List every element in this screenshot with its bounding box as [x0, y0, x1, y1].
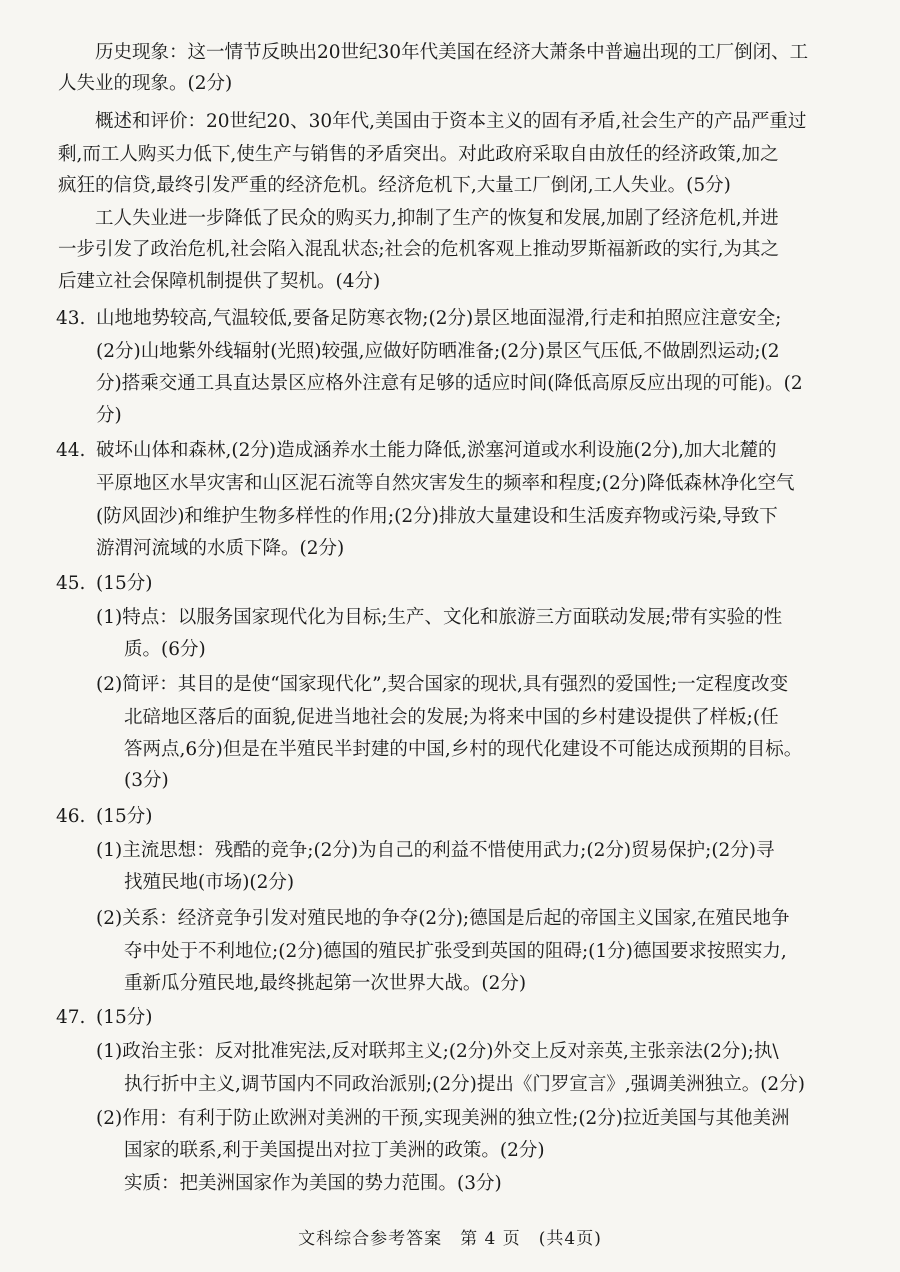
- q44-line-4: 游渭河流域的水质下降。(2分): [96, 538, 345, 559]
- history-line-1: 历史现象：这一情节反映出20世纪30年代美国在经济大萧条中普遍出现的工厂倒闭、工: [95, 42, 809, 63]
- q44-number: 44.: [56, 440, 86, 461]
- q47-essence: 实质：把美洲国家作为美国的势力范围。(3分): [124, 1173, 502, 1194]
- q45-part2-line-1: (2)简评：其目的是使“国家现代化”,契合国家的现状,具有强烈的爱国性;一定程度改变: [96, 674, 789, 695]
- unemployment-line-3: 后建立社会保障机制提供了契机。(4分): [58, 271, 381, 292]
- q43-line-2: (2分)山地紫外线辐射(光照)较强,应做好防晒准备;(2分)景区气压低,不做剧烈运动;(2: [96, 341, 780, 362]
- q45-number: 45.: [56, 573, 86, 594]
- q44-line-2: 平原地区水旱灾害和山区泥石流等自然灾害发生的频率和程度;(2分)降低森林净化空气: [96, 473, 795, 494]
- q46-part1-line-2: 找殖民地(市场)(2分): [124, 872, 295, 893]
- page-footer: 文科综合参考答案 第 4 页 (共4页): [298, 1229, 602, 1249]
- summary-line-1: 概述和评价：20世纪20、30年代,美国由于资本主义的固有矛盾,社会生产的产品严重过: [95, 111, 807, 132]
- q46-score: (15分): [96, 806, 153, 827]
- unemployment-line-1: 工人失业进一步降低了民众的购买力,抑制了生产的恢复和发展,加剧了经济危机,并进: [95, 208, 779, 229]
- q43-line-4: 分): [96, 405, 122, 426]
- q47-part2-line-2: 国家的联系,利于美国提出对拉丁美洲的政策。(2分): [124, 1140, 545, 1161]
- q47-number: 47.: [56, 1007, 86, 1028]
- q44-line-1: 破坏山体和森林,(2分)造成涵养水土能力降低,淤塞河道或水利设施(2分),加大北麓的: [96, 440, 777, 461]
- q44-line-3: (防风固沙)和维护生物多样性的作用;(2分)排放大量建设和生活废弃物或污染,导致下: [96, 506, 778, 527]
- q45-part2-line-3: 答两点,6分)但是在半殖民半封建的中国,乡村的现代化建设不可能达成预期的目标。: [124, 739, 803, 760]
- history-line-2: 人失业的现象。(2分): [58, 73, 233, 94]
- q46-part2-line-2: 夺中处于不利地位;(2分)德国的殖民扩张受到英国的阻碍;(1分)德国要求按照实力,: [124, 941, 787, 962]
- unemployment-line-2: 一步引发了政治危机,社会陷入混乱状态;社会的危机客观上推动罗斯福新政的实行,为其之: [58, 239, 779, 260]
- summary-line-2: 剩,而工人购买力低下,使生产与销售的矛盾突出。对此政府采取自由放任的经济政策,加之: [58, 144, 779, 165]
- q45-part2-line-4: (3分): [124, 770, 169, 791]
- q46-number: 46.: [56, 806, 86, 827]
- summary-line-3: 疯狂的信贷,最终引发严重的经济危机。经济危机下,大量工厂倒闭,工人失业。(5分): [58, 175, 731, 196]
- q46-part2-line-3: 重新瓜分殖民地,最终挑起第一次世界大战。(2分): [124, 973, 527, 994]
- q45-score: (15分): [96, 573, 153, 594]
- q47-part1-line-2: 执行折中主义,调节国内不同政治派别;(2分)提出《门罗宣言》,强调美洲独立。(2分): [124, 1074, 805, 1095]
- q45-part2-line-2: 北碚地区落后的面貌,促进当地社会的发展;为将来中国的乡村建设提供了样板;(任: [124, 707, 779, 728]
- q47-score: (15分): [96, 1007, 153, 1028]
- q43-number: 43.: [56, 308, 86, 329]
- q46-part1-line-1: (1)主流思想：残酷的竞争;(2分)为自己的利益不惜使用武力;(2分)贸易保护;(2分)寻: [96, 840, 775, 861]
- q46-part2-line-1: (2)关系：经济竞争引发对殖民地的争夺(2分);德国是后起的帝国主义国家,在殖民地争: [96, 908, 790, 929]
- q43-line-3: 分)搭乘交通工具直达景区应格外注意有足够的适应时间(降低高原反应出现的可能)。(2: [96, 373, 803, 394]
- q43-line-1: 山地地势较高,气温较低,要备足防寒衣物;(2分)景区地面湿滑,行走和拍照应注意安全;: [96, 308, 782, 329]
- q45-part1-line-1: (1)特点：以服务国家现代化为目标;生产、文化和旅游三方面联动发展;带有实验的性: [96, 607, 783, 628]
- q45-part1-line-2: 质。(6分): [124, 639, 206, 660]
- q47-part1-line-1: (1)政治主张：反对批准宪法,反对联邦主义;(2分)外交上反对亲英,主张亲法(2分);执\: [96, 1041, 779, 1062]
- q47-part2-line-1: (2)作用：有利于防止欧洲对美洲的干预,实现美洲的独立性;(2分)拉近美国与其他美洲: [96, 1108, 790, 1129]
